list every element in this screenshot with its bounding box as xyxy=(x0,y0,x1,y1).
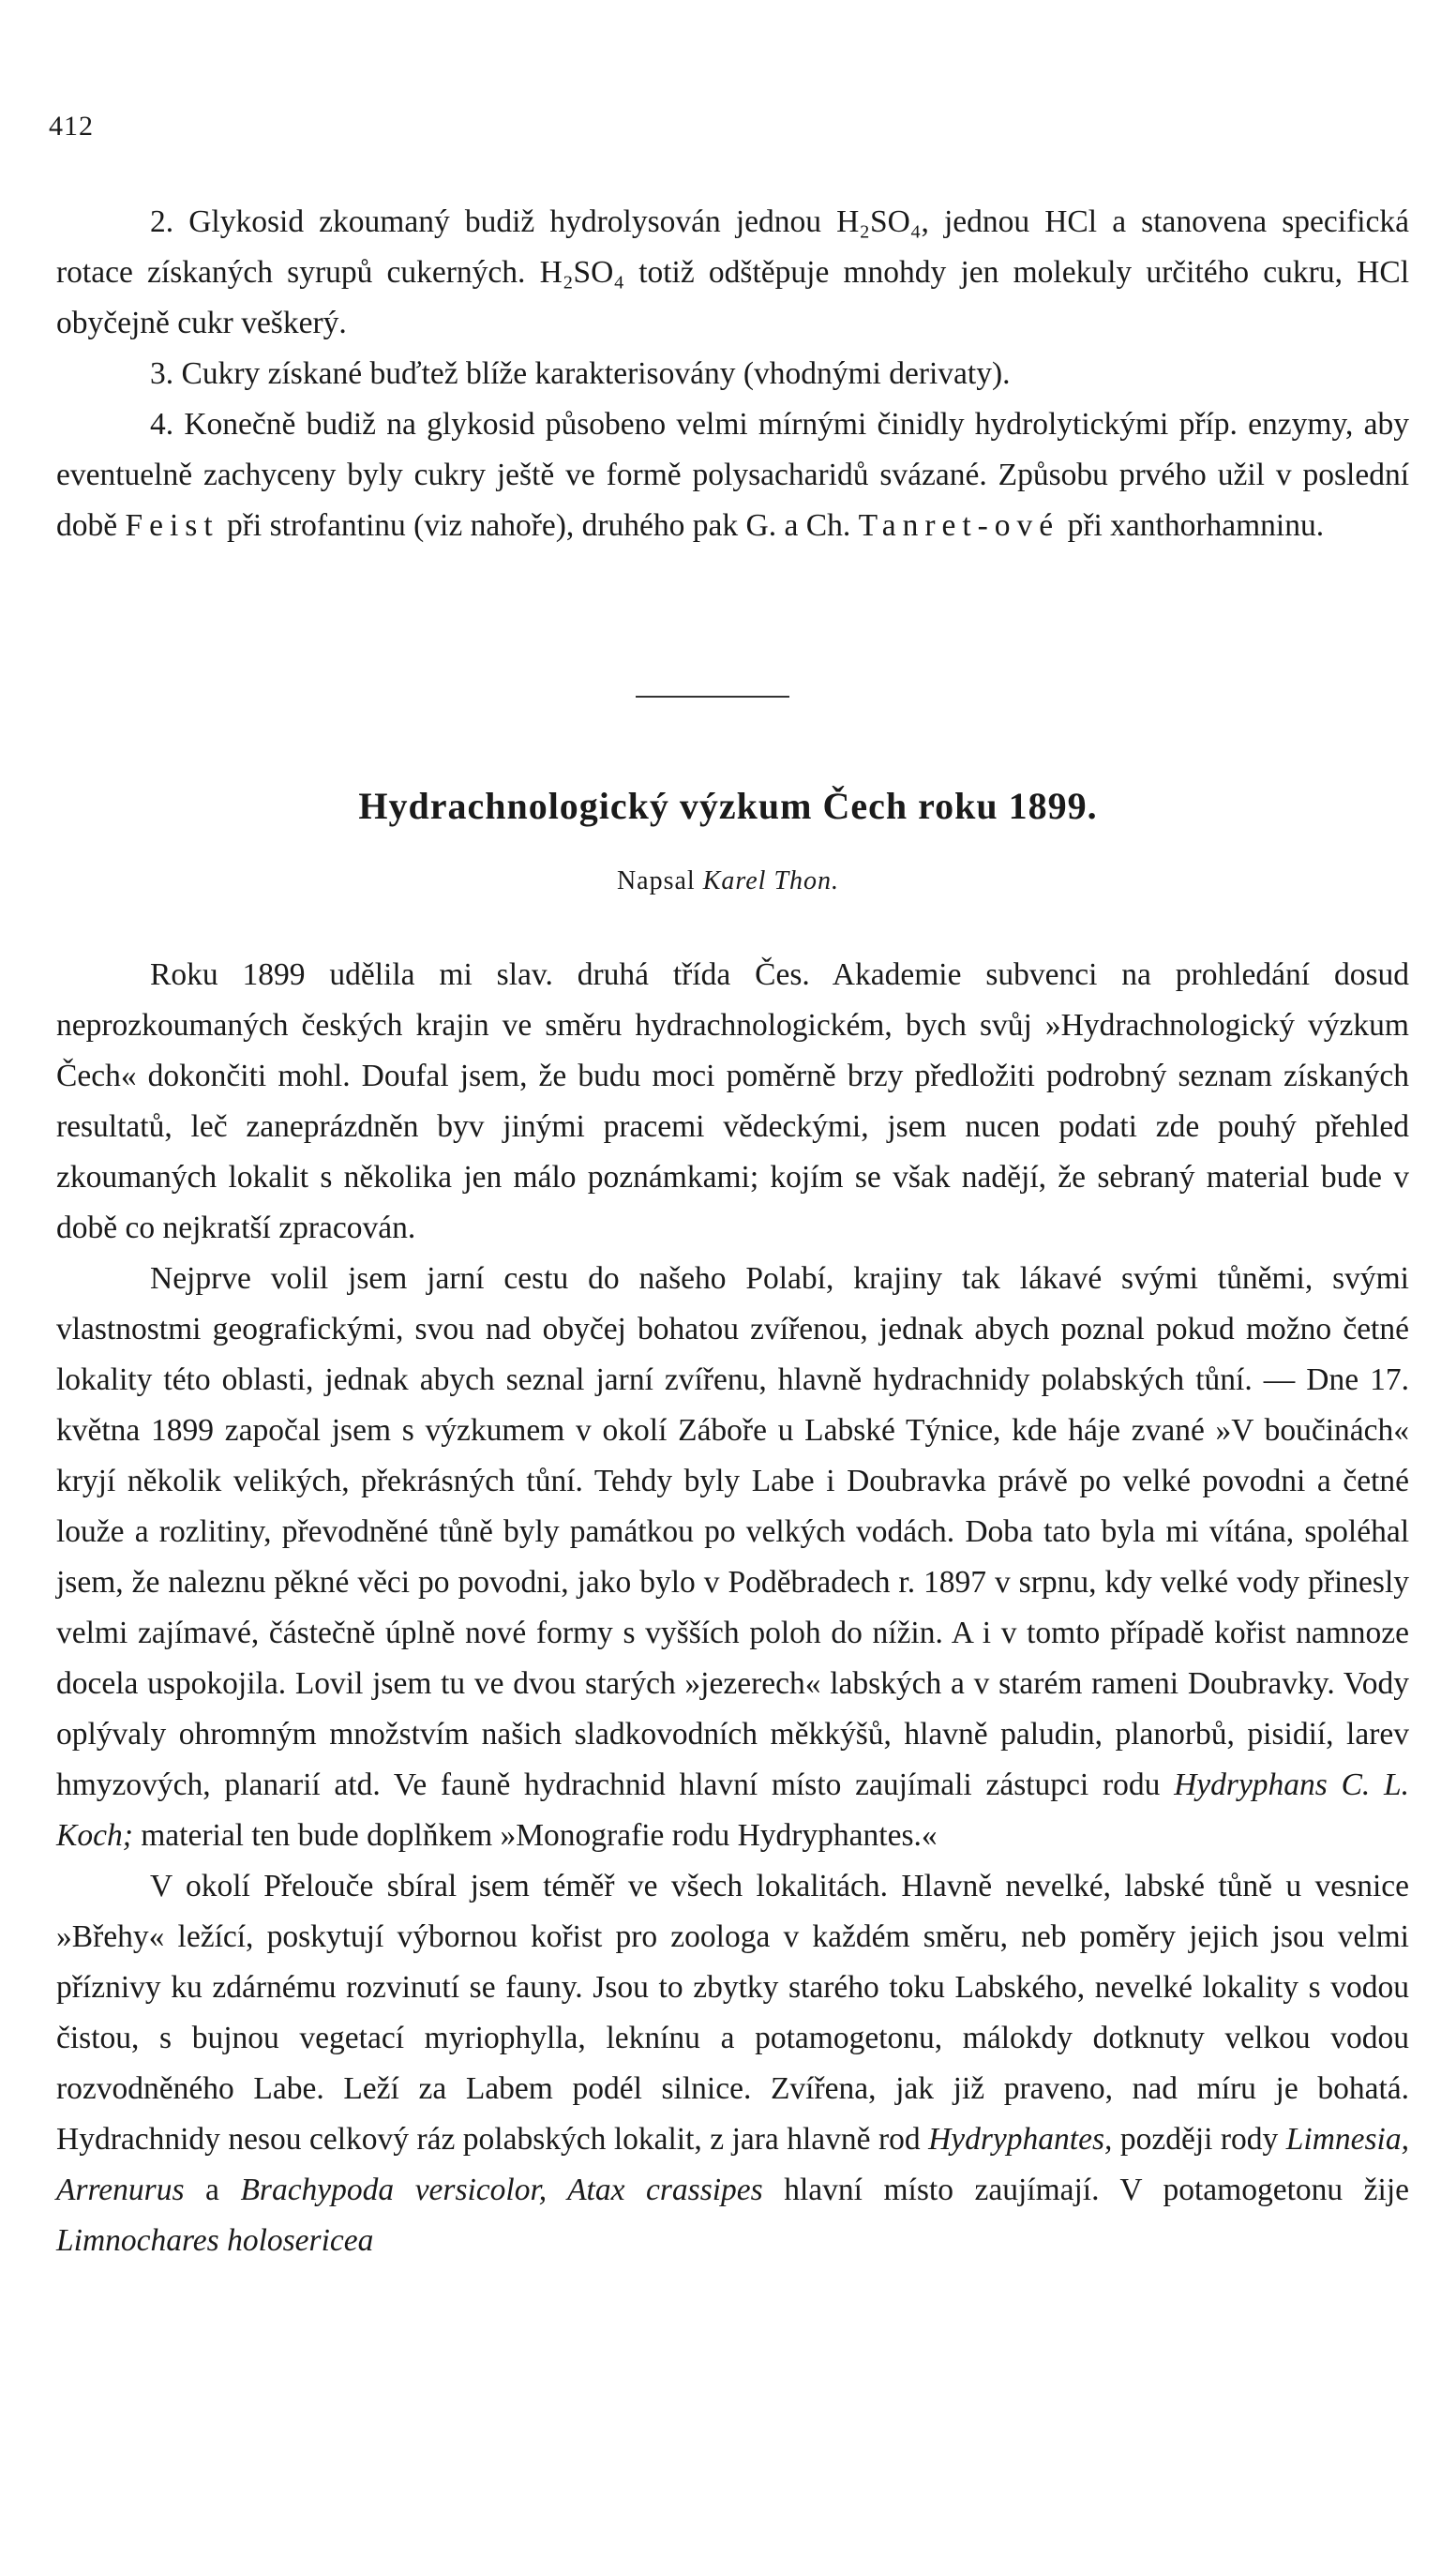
byline-prefix: Napsal xyxy=(616,866,696,895)
page-number: 412 xyxy=(49,111,94,142)
taxon-name: Hydryphantes, xyxy=(928,2122,1113,2157)
taxon-name: Hydryphans C. L. Koch; xyxy=(56,1767,1410,1853)
taxon-name: Limnochares holosericea xyxy=(56,2223,374,2258)
list-item: 3. Cukry získané buďtež blíže karakterisovány (vhodnými derivaty). xyxy=(150,356,1011,391)
paragraph: Roku 1899 udělila mi slav. druhá třída Čes. Akademie subvenci na prohledání dosud neprozkoumaných českých krajin ve směru hydrachnologickém, bych svůj »Hydrachnologický výzkum Čech« dokončiti mohl. Doufal jsem, že budu moci poměrně brzy předložiti podrobný seznam získaných resultatů, leč zaneprázdněn byv jinými pracemi vědeckými, jsem nucen podati zde pouhý přehled zkoumaných lokalit s několika jen málo poznámkami; kojím se však nadějí, že sebraný material bude v době co nejkratší zpracován. xyxy=(56,957,1409,1245)
glycoside-method-list xyxy=(56,197,1409,551)
paragraph-text: později rody xyxy=(1119,2122,1279,2157)
author-name: Feist xyxy=(125,508,219,543)
list-item-text: 4. Konečně budiž na glykosid působeno velmi mírnými činidly hydrolytickými příp. enzymy, aby eventuelně zachyceny byly cukry ještě ve formě polysacharidů svázané. Způsobu prvého užil v poslední době xyxy=(56,407,1409,543)
byline xyxy=(0,866,1456,896)
author-name: Tanret-ové xyxy=(858,508,1060,543)
paragraph xyxy=(56,1861,1409,2266)
paragraph-text: material ten bude doplňkem »Monografie rodu Hydryphantes.« xyxy=(141,1818,938,1853)
list-item xyxy=(56,399,1409,551)
taxon-name: Brachypoda versicolor, Atax crassipes xyxy=(240,2173,763,2207)
article-body xyxy=(56,950,1409,2266)
paragraph xyxy=(56,1254,1409,1861)
list-item-text: při xanthorhamninu. xyxy=(1067,508,1325,543)
list-item-text: při strofantinu (viz nahoře), druhého pak G. a Ch. xyxy=(227,508,851,543)
taxon-name: Limnesia, Arrenurus xyxy=(56,2122,1409,2207)
paragraph-text: V okolí Přelouče sbíral jsem téměř ve všech lokalitách. Hlavně nevelké, labské tůně u vesnice »Břehy« ležící, poskytují výbornou kořist pro zoologa v každém směru, neb poměry jejich jsou velmi příznivy ku zdárnému rozvinutí se fauny. Jsou to zbytky starého toku Labského, nevelké lokality s vodou čistou, s bujnou vegetací myriophylla, leknínu a potamogetonu, málokdy dotknuty velkou vodou rozvodněného Labe. Leží za Labem podél silnice. Zvířena, jak již praveno, nad míru je bohatá. Hydrachnidy nesou celkový ráz polabských lokalit, z jara hlavně rod xyxy=(56,1869,1409,2157)
author: Karel Thon. xyxy=(702,866,840,895)
paragraph-text: a xyxy=(205,2173,219,2207)
list-item: 2. Glykosid zkoumaný budiž hydrolysován jednou H₂SO₄, jednou HCl a stanovena specifická rotace získaných syrupů cukerných. H₂SO₄ totiž odštěpuje mnohdy jen molekuly určitého cukru, HCl obyčejně cukr veškerý. xyxy=(56,204,1409,340)
article-title: Hydrachnologický výzkum Čech roku 1899. xyxy=(358,785,1098,827)
paragraph-text: Nejprve volil jsem jarní cestu do našeho Polabí, krajiny tak lákavé svými tůněmi, svými vlastnostmi geografickými, svou nad obyčej bohatou zvířenou, jednak abych poznal pokud možno četné lokality této oblasti, jednak abych seznal jarní zvířenu, hlavně hydrachnidy polabských tůní. — Dne 17. května 1899 započal jsem s výzkumem v okolí Záboře u Labské Týnice, kde háje zvané »V boučinách« kryjí několik velikých, překrásných tůní. Tehdy byly Labe i Doubravka právě po velké povodni a četné louže a rozlitiny, převodněné tůně byly památkou po velkých vodách. Doba tato byla mi vítána, spoléhal jsem, že naleznu pěkné věci po povodni, jako bylo v Poděbradech r. 1897 v srpnu, kdy velké vody přinesly velmi zajímavé, částečně úplně nové formy s vyšších poloh do nížin. A i v tomto případě kořist namnoze docela uspokojila. Lovil jsem tu ve dvou starých »jezerech« labských a v starém rameni Doubravky. Vody oplývaly ohromným množstvím našich sladkovodních měkkýšů, hlavně paludin, planorbů, pisidií, larev hmyzových, planarií atd. Ve fauně hydrachnid hlavní místo zaujímali zástupci rodu xyxy=(56,1261,1409,1802)
paragraph-text: hlavní místo zaujímají. V potamogetonu žije xyxy=(784,2173,1410,2207)
section-divider xyxy=(636,696,789,698)
